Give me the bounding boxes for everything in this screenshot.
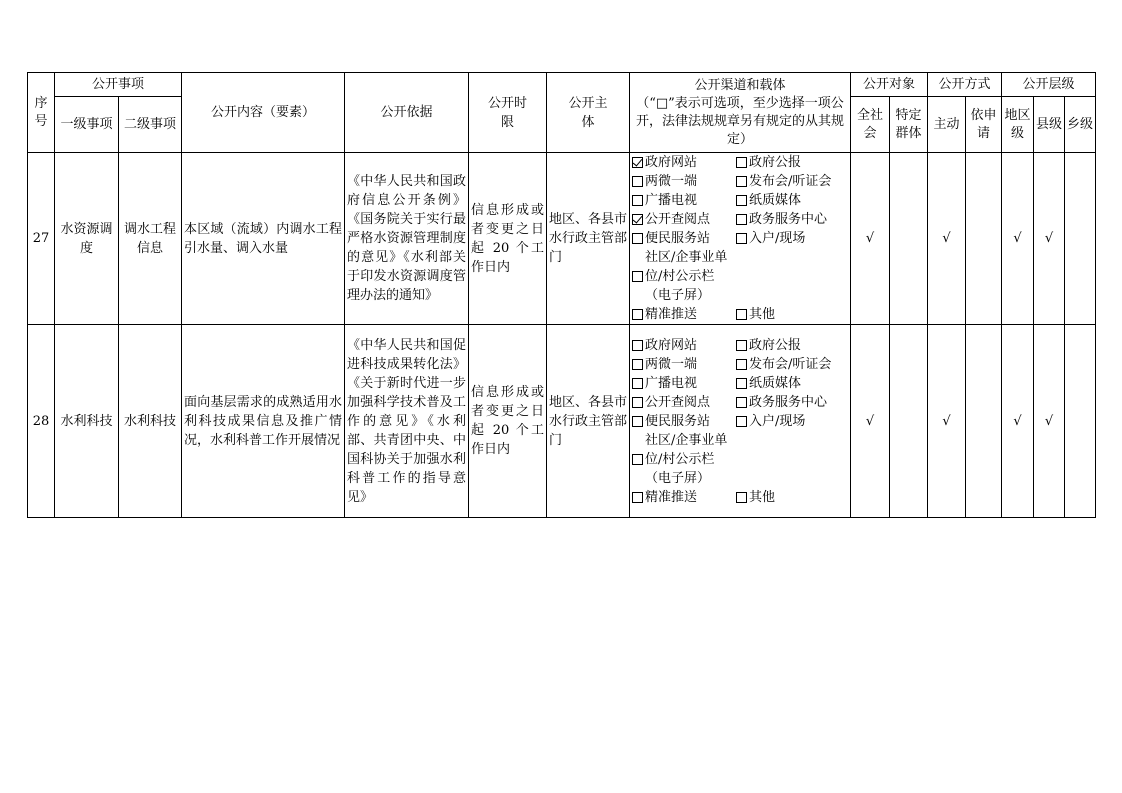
- table-row: [28, 325, 1096, 518]
- checked-box-icon[interactable]: [632, 157, 643, 168]
- row-level1: 水利科技: [55, 325, 119, 518]
- header-level-region: 地区级: [1002, 97, 1034, 153]
- row-level2: 调水工程信息: [119, 153, 182, 325]
- channel-label: 其他: [749, 489, 776, 505]
- channel-row: [632, 229, 848, 248]
- empty-box-icon[interactable]: [632, 397, 643, 408]
- channel-label: 精准推送: [645, 489, 698, 505]
- channel-option[interactable]: [632, 153, 736, 172]
- channel-row: [632, 393, 848, 412]
- row-level2: 水利科技: [119, 325, 182, 518]
- channel-option[interactable]: [736, 191, 801, 210]
- row-basis: 《中华人民共和国政府信息公开条例》《国务院关于实行最严格水资源管理制度的意见》《水利部关于印发水资源调度管理办法的通知》: [345, 153, 469, 325]
- channel-option[interactable]: [736, 336, 801, 355]
- row-time-limit: 信息形成或者变更之日起 20 个工作日内: [469, 325, 547, 518]
- channel-option[interactable]: [736, 374, 801, 393]
- channel-label: 发布会/听证会: [749, 356, 832, 372]
- empty-box-icon[interactable]: [736, 492, 747, 503]
- channel-label: 发布会/听证会: [749, 174, 832, 189]
- empty-box-icon[interactable]: [632, 195, 643, 206]
- header-content: 公开内容（要素）: [182, 73, 345, 153]
- disclosure-table: [27, 72, 1096, 518]
- header-mode-active: 主动: [928, 97, 966, 153]
- channel-option[interactable]: [632, 248, 736, 305]
- channel-label: 社区/企事业单位/村公示栏（电子屏）: [645, 250, 728, 303]
- channel-label: 公开查阅点: [645, 394, 711, 410]
- channel-row: [632, 336, 848, 355]
- row-subject: 地区、各县市水行政主管部门: [547, 325, 630, 518]
- channel-option[interactable]: [632, 336, 736, 355]
- header-seq: 序号: [28, 73, 55, 153]
- row-seq: 27: [28, 153, 55, 325]
- empty-box-icon[interactable]: [632, 378, 643, 389]
- channel-label: 政务服务中心: [749, 212, 828, 227]
- channel-label: 政务服务中心: [749, 394, 828, 410]
- header-level-county: 县级: [1034, 97, 1065, 153]
- empty-box-icon[interactable]: [632, 416, 643, 427]
- row-level1: 水资源调度: [55, 153, 119, 325]
- table-row: [28, 153, 1096, 325]
- empty-box-icon[interactable]: [736, 233, 747, 244]
- empty-box-icon[interactable]: [632, 359, 643, 370]
- row-level-region: √: [1002, 325, 1034, 518]
- row-channels: [630, 153, 851, 325]
- channel-label: 广播电视: [645, 375, 698, 391]
- channel-option[interactable]: [632, 412, 736, 431]
- channel-row: [632, 412, 848, 431]
- row-mode-active: √: [928, 325, 966, 518]
- empty-box-icon[interactable]: [632, 271, 643, 282]
- row-time-limit: 信息形成或者变更之日起 20 个工作日内: [469, 153, 547, 325]
- channel-option[interactable]: [632, 393, 736, 412]
- channel-option[interactable]: [632, 488, 736, 507]
- channel-row: [632, 191, 848, 210]
- header-level2: 二级事项: [119, 97, 182, 153]
- row-level-county: √: [1034, 325, 1065, 518]
- row-target-all: √: [851, 153, 890, 325]
- channel-option[interactable]: [632, 305, 736, 324]
- channel-label: 其他: [749, 307, 776, 322]
- channel-label: 政府公报: [749, 155, 802, 170]
- channel-option[interactable]: [632, 172, 736, 191]
- empty-box-icon[interactable]: [736, 359, 747, 370]
- header-subject: 公开主体: [547, 73, 630, 153]
- header-time-limit: 公开时限: [469, 73, 547, 153]
- header-target-specific: 特定群体: [890, 97, 928, 153]
- row-basis: 《中华人民共和国促进科技成果转化法》《关于新时代进一步加强科学技术普及工作的意见》《水利部、共青团中央、中国科协关于加强水利科普工作的指导意见》: [345, 325, 469, 518]
- row-target-specific: [890, 153, 928, 325]
- header-basis: 公开依据: [345, 73, 469, 153]
- row-mode-active: √: [928, 153, 966, 325]
- channel-label: 政府网站: [645, 155, 698, 170]
- header-level-group: 公开层级: [1002, 73, 1096, 97]
- row-level-county: √: [1034, 153, 1065, 325]
- channel-row: [632, 248, 848, 305]
- channel-label: 入户/现场: [749, 413, 806, 429]
- empty-box-icon[interactable]: [736, 378, 747, 389]
- row-content: 本区域（流域）内调水工程引水量、调入水量: [182, 153, 345, 325]
- channel-option[interactable]: [632, 210, 736, 229]
- channel-label: 两微一端: [645, 356, 698, 372]
- empty-box-icon[interactable]: [736, 309, 747, 320]
- empty-box-icon[interactable]: [736, 214, 747, 225]
- table-header: [28, 73, 1096, 153]
- channel-row: [632, 431, 848, 488]
- channel-label: 公开查阅点: [645, 212, 711, 227]
- empty-box-icon[interactable]: [736, 340, 747, 351]
- channel-label: 广播电视: [645, 193, 698, 208]
- channel-option[interactable]: [736, 393, 827, 412]
- empty-box-icon[interactable]: [736, 416, 747, 427]
- header-target-all: 全社会: [851, 97, 890, 153]
- empty-box-icon[interactable]: [632, 309, 643, 320]
- empty-box-icon[interactable]: [632, 233, 643, 244]
- channel-label: 两微一端: [645, 174, 698, 189]
- channel-option[interactable]: [632, 431, 736, 488]
- header-level1: 一级事项: [55, 97, 119, 153]
- channel-option[interactable]: [736, 210, 827, 229]
- empty-box-icon[interactable]: [736, 157, 747, 168]
- header-channel-title: 公开渠道和载体: [694, 77, 786, 93]
- header-level-town: 乡级: [1065, 97, 1096, 153]
- channel-label: 纸质媒体: [749, 375, 802, 391]
- empty-box-icon[interactable]: [632, 340, 643, 351]
- channel-row: [632, 355, 848, 374]
- channel-option[interactable]: [632, 355, 736, 374]
- channel-option[interactable]: [736, 355, 831, 374]
- empty-box-icon[interactable]: [736, 176, 747, 187]
- row-level-town: [1065, 325, 1096, 518]
- checked-box-icon[interactable]: [632, 214, 643, 225]
- channel-option[interactable]: [736, 412, 805, 431]
- channel-option[interactable]: [736, 229, 805, 248]
- row-mode-request: [966, 325, 1002, 518]
- empty-box-icon[interactable]: [736, 195, 747, 206]
- channel-row: [632, 172, 848, 191]
- header-mode-group: 公开方式: [928, 73, 1002, 97]
- channel-option[interactable]: [736, 172, 831, 191]
- channel-option[interactable]: [736, 153, 801, 172]
- channel-row: [632, 305, 848, 324]
- row-target-specific: [890, 325, 928, 518]
- empty-box-icon[interactable]: [632, 454, 643, 465]
- row-seq: 28: [28, 325, 55, 518]
- row-mode-request: [966, 153, 1002, 325]
- row-subject: 地区、各县市水行政主管部门: [547, 153, 630, 325]
- channel-label: 入户/现场: [749, 231, 806, 246]
- row-level-region: √: [1002, 153, 1034, 325]
- channel-row: [632, 153, 848, 172]
- channel-option[interactable]: [632, 374, 736, 393]
- channel-option[interactable]: [632, 229, 736, 248]
- row-level-town: [1065, 153, 1096, 325]
- channel-option[interactable]: [632, 191, 736, 210]
- empty-box-icon[interactable]: [632, 492, 643, 503]
- empty-box-icon[interactable]: [736, 397, 747, 408]
- row-content: 面向基层需求的成熟适用水利科技成果信息及推广情况，水利科普工作开展情况: [182, 325, 345, 518]
- header-channel: [630, 73, 851, 153]
- channel-option[interactable]: [736, 305, 775, 324]
- row-target-all: √: [851, 325, 890, 518]
- channel-label: 便民服务站: [645, 413, 711, 429]
- header-target-group: 公开对象: [851, 73, 928, 97]
- header-channel-note: （“□”表示可选项，至少选择一项公开，法律法规规章另有规定的从其规定）: [636, 95, 845, 147]
- row-channels: [630, 325, 851, 518]
- header-mode-request: 依申请: [966, 97, 1002, 153]
- channel-label: 便民服务站: [645, 231, 711, 246]
- channel-row: [632, 210, 848, 229]
- channel-label: 纸质媒体: [749, 193, 802, 208]
- channel-label: 政府网站: [645, 337, 698, 353]
- channel-label: 精准推送: [645, 307, 698, 322]
- channel-label: 政府公报: [749, 337, 802, 353]
- channel-option[interactable]: [736, 488, 775, 507]
- header-item-group: 公开事项: [55, 73, 182, 97]
- channel-label: 社区/企事业单位/村公示栏（电子屏）: [645, 432, 728, 486]
- channel-row: [632, 488, 848, 507]
- empty-box-icon[interactable]: [632, 176, 643, 187]
- channel-row: [632, 374, 848, 393]
